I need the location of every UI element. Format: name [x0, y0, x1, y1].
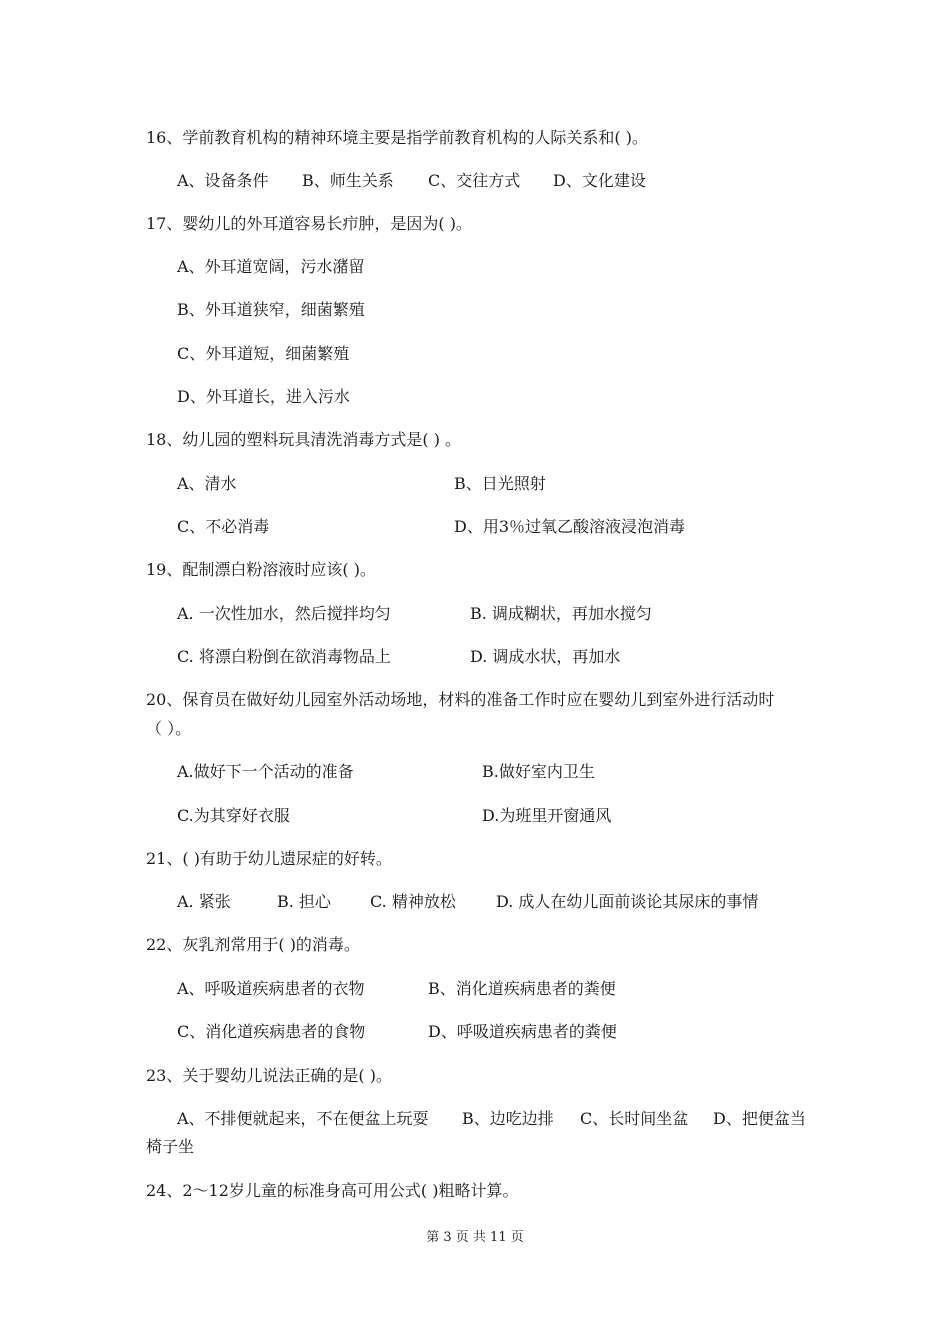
q23-option-d-cont: 椅子坐	[146, 1137, 195, 1156]
question-18-stem: 18、幼儿园的塑料玩具清洗消毒方式是( ) 。	[146, 430, 462, 449]
q19-option-d: D. 调成水状，再加水	[470, 647, 621, 666]
question-17-stem: 17、婴幼儿的外耳道容易长疖肿，是因为( )。	[146, 214, 472, 233]
q19-option-b: B. 调成糊状，再加水搅匀	[470, 604, 652, 623]
q20-option-a: A.做好下一个活动的准备	[177, 762, 354, 781]
q22-option-c: C、消化道疾病患者的食物	[177, 1022, 366, 1041]
q17-option-a: A、外耳道宽阔，污水潴留	[177, 257, 365, 276]
question-21-stem: 21、( )有助于幼儿遗尿症的好转。	[146, 849, 392, 868]
question-24-stem: 24、2～12岁儿童的标准身高可用公式( )粗略计算。	[146, 1181, 519, 1200]
q21-option-a: A. 紧张	[177, 892, 231, 911]
question-20-stem-cont: （ ）。	[146, 719, 192, 738]
q18-option-a: A、清水	[177, 474, 237, 493]
q20-option-b: B.做好室内卫生	[482, 762, 595, 781]
q17-option-c: C、外耳道短，细菌繁殖	[177, 344, 350, 363]
q19-option-a: A. 一次性加水，然后搅拌均匀	[177, 604, 391, 623]
q20-option-c: C.为其穿好衣服	[177, 806, 290, 825]
q16-option-d: D、文化建设	[553, 171, 646, 190]
q19-option-c: C. 将漂白粉倒在欲消毒物品上	[177, 647, 391, 666]
question-20-stem: 20、保育员在做好幼儿园室外活动场地，材料的准备工作时应在婴幼儿到室外进行活动时	[146, 690, 775, 709]
q17-option-d: D、外耳道长，进入污水	[177, 387, 350, 406]
q23-option-d: D、把便盆当	[713, 1109, 806, 1128]
q18-option-c: C、不必消毒	[177, 517, 270, 536]
question-16-stem: 16、学前教育机构的精神环境主要是指学前教育机构的人际关系和( )。	[146, 128, 648, 147]
q17-option-b: B、外耳道狭窄，细菌繁殖	[177, 300, 365, 319]
question-19-stem: 19、配制漂白粉溶液时应该( )。	[146, 560, 376, 579]
q16-option-a: A、设备条件	[177, 171, 269, 190]
question-23-stem: 23、关于婴幼儿说法正确的是( )。	[146, 1066, 392, 1085]
q18-option-d: D、用3％过氧乙酸溶液浸泡消毒	[454, 517, 686, 536]
q22-option-a: A、呼吸道疾病患者的衣物	[177, 979, 365, 998]
q21-option-d: D. 成人在幼儿面前谈论其尿床的事情	[496, 892, 759, 911]
q22-option-b: B、消化道疾病患者的粪便	[428, 979, 616, 998]
q21-option-c: C. 精神放松	[370, 892, 456, 911]
question-22-stem: 22、灰乳剂常用于( )的消毒。	[146, 935, 360, 954]
q23-option-a: A、不排便就起来，不在便盆上玩耍	[177, 1109, 429, 1128]
q16-option-c: C、交往方式	[428, 171, 521, 190]
q16-option-b: B、师生关系	[302, 171, 394, 190]
q23-option-b: B、边吃边排	[462, 1109, 554, 1128]
q18-option-b: B、日光照射	[454, 474, 546, 493]
q22-option-d: D、呼吸道疾病患者的粪便	[428, 1022, 617, 1041]
q21-option-b: B. 担心	[277, 892, 331, 911]
page-footer: 第 3 页 共 11 页	[426, 1230, 524, 1245]
q23-option-c: C、长时间坐盆	[580, 1109, 689, 1128]
q20-option-d: D.为班里开窗通风	[482, 806, 612, 825]
